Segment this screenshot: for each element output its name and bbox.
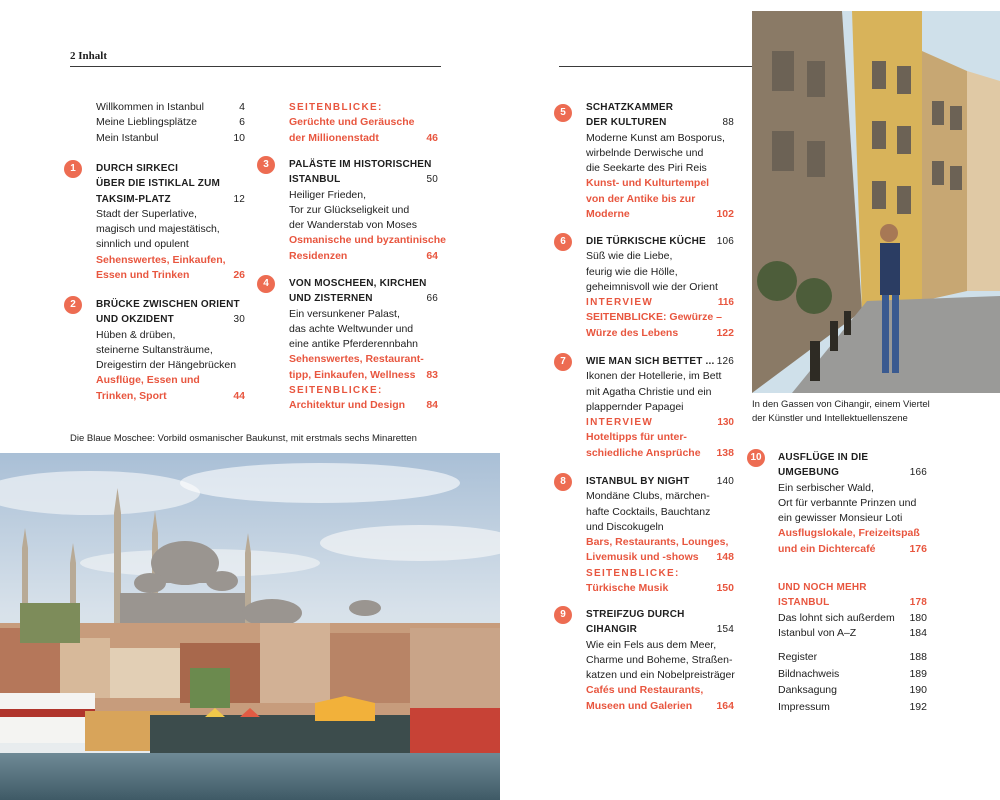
chapter-4-entry[interactable]: VON MOSCHEEN, KIRCHEN UND ZISTERNEN 66 Ein versunkener Palast, das achte Weltwunder und eine antike Pferderennbahn Sehenswertes, Restaurant- tipp, Einkaufen, Wellness 83 SEITENBLICKE: Architektur und Design 84 [289,278,438,412]
header-rule-left [70,66,441,67]
chapter-8-entry[interactable]: ISTANBUL BY NIGHT 140 Mondäne Clubs, märchen- hafte Cocktails, Bauchtanz und Discokugeln Bars, Restaurants, Lounges, Livemusik und -shows 148 SEITENBLICKE: Türkische Musik 150 [586,476,734,595]
intro-list [96,100,245,146]
cihangir-street-photo [752,11,1000,393]
toc-entry[interactable]: Bildnachweis 189 [778,667,927,680]
seitenblicke-entry[interactable]: SEITENBLICKE: Gerüchte und Geräusche der Millionenstadt 46 [289,102,438,144]
chapter-6-entry[interactable]: DIE TÜRKISCHE KÜCHE 106 Süß wie die Liebe, feurig wie die Hölle, geheimnisvoll wie der Orient INTERVIEW 116 SEITENBLICKE: Gewürze – Würze des Lebens 122 [586,236,734,339]
chapter-number-badge: 9 [554,606,572,624]
chapter-2-entry[interactable]: BRÜCKE ZWISCHEN ORIENT UND OKZIDENT 30 Hüben & drüben, steinerne Sultansträume, Dreigestirn der Hängebrücken Ausflüge, Essen und Trinken, Sport 44 [96,299,245,402]
toc-entry[interactable]: Register 188 [778,651,927,663]
chapter-1-entry[interactable]: DURCH SIRKECI ÜBER DIE ISTIKLAL ZUM TAKSIM-PLATZ 12 Stadt der Superlative, magisch und majestätisch, sinnlich und opulent Sehenswertes, Einkaufen, Essen und Trinken 26 [96,163,245,282]
toc-entry[interactable]: Danksagung 190 [778,684,927,696]
chapter-number-badge: 7 [554,353,572,371]
appendix-list [778,650,927,716]
toc-entry[interactable]: Das lohnt sich außerdem 180 [778,611,927,624]
chapter-3-entry[interactable]: PALÄSTE IM HISTORISCHEN ISTANBUL 50 Heiliger Frieden, Tor zur Glückseligkeit und der Wanderstab von Moses Osmanische und byzantinische Residenzen 64 [289,159,446,262]
toc-entry[interactable]: Mein Istanbul 10 [96,131,245,144]
photo-caption-mosque: Die Blaue Moschee: Vorbild osmanischer Baukunst, mit erstmals sechs Minaretten [70,433,417,444]
toc-entry[interactable]: Impressum 192 [778,700,927,713]
chapter-number-badge: 6 [554,233,572,251]
blue-mosque-photo [0,453,500,800]
header-rule-right [559,66,752,67]
chapter-number-badge: 8 [554,473,572,491]
chapter-number-badge: 2 [64,296,82,314]
chapter-number-badge: 10 [747,449,765,467]
chapter-number-badge: 1 [64,160,82,178]
toc-entry[interactable]: Istanbul von A–Z 184 [778,626,927,639]
toc-entry[interactable]: Willkommen in Istanbul 4 [96,101,245,113]
toc-entry[interactable]: Meine Lieblingsplätze 6 [96,116,245,129]
chapter-10-entry[interactable]: AUSFLÜGE IN DIE UMGEBUNG 166 Ein serbischer Wald, Ort für verbannte Prinzen und ein gewisser Monsieur Loti Ausflugslokale, Freizeitspaß und ein Dichtercafé 176 [778,452,927,555]
chapter-5-entry[interactable]: SCHATZKAMMER DER KULTUREN 88 Moderne Kunst am Bosporus, wirbelnde Derwische und die Seekarte des Piri Reis Kunst- und Kulturtempel von der Antike bis zur Moderne 102 [586,102,734,221]
chapter-number-badge: 4 [257,275,275,293]
chapter-9-entry[interactable]: STREIFZUG DURCH CIHANGIR 154 Wie ein Fels aus dem Meer, Charme und Boheme, Straßen- katzen und ein Nobelpreisträger Cafés und Restaurants, Museen und Galerien 164 [586,609,735,712]
chapter-number-badge: 3 [257,156,275,174]
photo-caption-street: In den Gassen von Cihangir, einem Viertel der Künstler und Intellektuellenszene [752,399,930,424]
chapter-7-entry[interactable]: WIE MAN SICH BETTET ... 126 Ikonen der Hotellerie, im Bett mit Agatha Christie und ein plappernder Papagei INTERVIEW 130 Hoteltipps für unter- schiedliche Ansprüche 138 [586,356,734,459]
chapter-number-badge: 5 [554,104,572,122]
running-head: 2 Inhalt [70,50,107,62]
more-section[interactable]: UND NOCH MEHR ISTANBUL 178 Das lohnt sich außerdem 180 Istanbul von A–Z 184 [778,580,927,641]
